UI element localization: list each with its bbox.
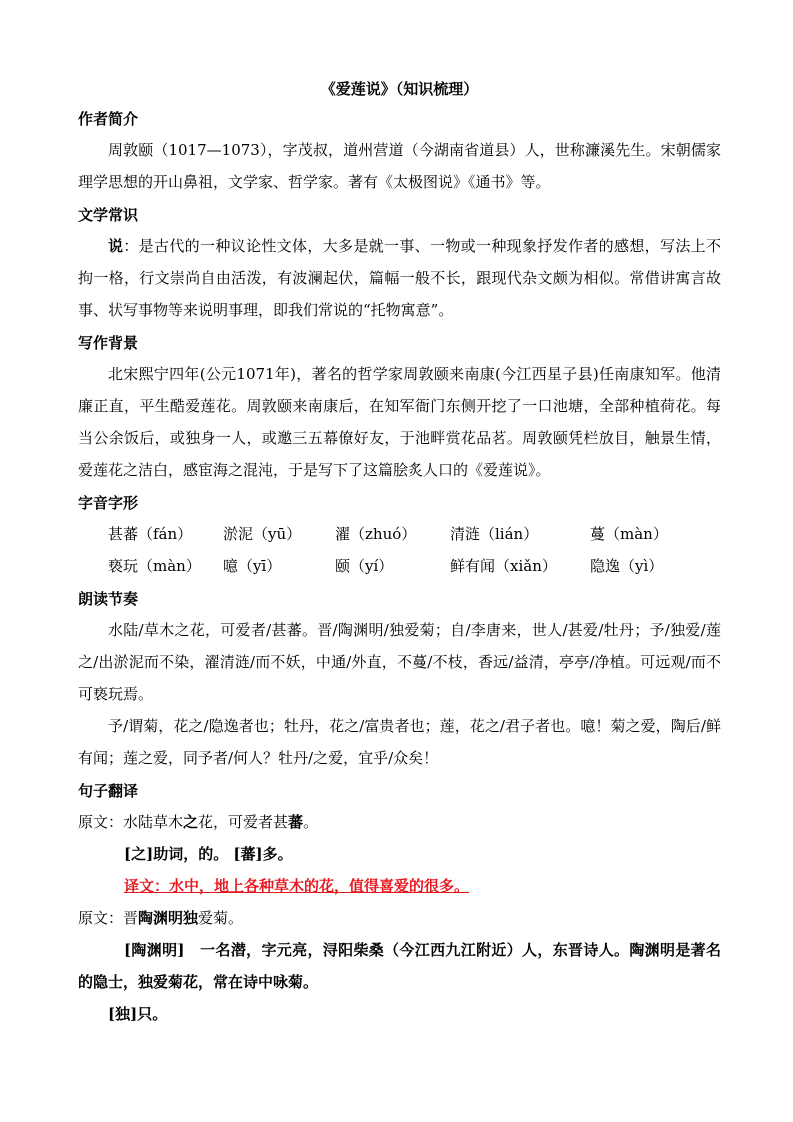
author-paragraph: 周敦颐（1017—1073），字茂叔，道州营道（今湖南省道县）人，世称濂溪先生。宋朝儒家理学思想的开山鼻祖，文学家、哲学家。著有《太极图说》《通书》等。 <box>78 141 721 191</box>
background-paragraph: 北宋熙宁四年(公元1071年)，著名的哲学家周敦颐来南康(今江西星子县)任南康知军。他清廉正直，平生酷爱莲花。周敦颐来南康后，在知军衙门东侧开挖了一口池塘，全部种植荷花。每当公余饭后，或独身一人，或邀三五幕僚好友，于池畔赏花品茗。周敦颐凭栏放目，触景生情，爱莲花之洁白，感宦海之混沌，于是写下了这篇脍炙人口的《爱莲说》。 <box>78 365 721 479</box>
original-text: 原文：晋 <box>78 909 139 927</box>
pronunciation-row-2 <box>78 550 721 582</box>
word-note-tao-yuanming: [陶渊明] 一名潜，字元亮，浔阳柴桑（今江西九江附近）人，东晋诗人。陶渊明是著名的隐士，独爱菊花，常在诗中咏菊。 <box>78 941 721 991</box>
pronunciation-item: 隐逸（yì） <box>590 557 664 575</box>
pronunciation-item: 亵玩（màn） <box>108 557 201 575</box>
original-text: 原文：水陆草木 <box>78 813 184 831</box>
section-heading-translation: 句子翻译 <box>78 782 139 800</box>
literature-term: 说 <box>108 237 124 255</box>
section-heading-background: 写作背景 <box>78 334 139 352</box>
original-sentence-1 <box>78 806 721 838</box>
pronunciation-item: 颐（yí） <box>335 557 394 575</box>
pronunciation-item: 清涟（lián） <box>450 525 539 543</box>
keyword: 蕃 <box>288 813 304 831</box>
pronunciation-item: 鲜有闻（xiǎn） <box>450 557 557 575</box>
translation-1 <box>78 870 721 902</box>
keyword: 之 <box>183 813 199 831</box>
section-heading-rhythm: 朗读节奏 <box>78 590 139 608</box>
pronunciation-item: 濯（zhuó） <box>335 525 417 543</box>
word-note-du: [独]只。 <box>108 1005 168 1023</box>
pronunciation-item: 噫（yī） <box>223 557 282 575</box>
section-heading-literature: 文学常识 <box>78 206 139 224</box>
pronunciation-row-1 <box>78 518 721 550</box>
word-notes-1: [之]助词，的。 [蕃]多。 <box>124 845 293 863</box>
section-heading-author: 作者简介 <box>78 110 139 128</box>
page-title: 《爱莲说》（知识梳理） <box>320 80 479 98</box>
rhythm-paragraph-2: 予/谓菊，花之/隐逸者也；牡丹，花之/富贵者也；莲，花之/君子者也。噫！菊之爱，陶后/鲜有闻；莲之爱，同予者/何人？牡丹/之爱，宜乎/众矣！ <box>78 717 721 767</box>
original-text: 。 <box>303 813 319 831</box>
literature-paragraph <box>78 230 721 326</box>
original-text: 花，可爱者甚 <box>198 813 289 831</box>
pronunciation-item: 蔓（màn） <box>590 525 668 543</box>
pronunciation-item: 淤泥（yū） <box>223 525 302 543</box>
keyword: 陶渊明独 <box>138 909 199 927</box>
rhythm-paragraph-1: 水陆/草木之花，可爱者/甚蕃。晋/陶渊明/独爱菊；自/李唐来，世人/甚爱/牡丹；予/独爱/莲之/出淤泥而不染，濯清涟/而不妖，中通/外直，不蔓/不枝，香远/益清，亭亭/净植。可远观/而不可亵玩焉。 <box>78 621 721 703</box>
pronunciation-item: 甚蕃（fán） <box>108 525 193 543</box>
translation-text: 译文：水中，地上各种草木的花，值得喜爱的很多。 <box>124 877 470 895</box>
section-heading-pronunciation: 字音字形 <box>78 494 139 512</box>
original-text: 爱菊。 <box>198 909 244 927</box>
literature-text: ：是古代的一种议论性文体，大多是就一事、一物或一种现象抒发作者的感想，写法上不拘一格，行文崇尚自由活泼，有波澜起伏，篇幅一般不长，跟现代杂文颇为相似。常借讲寓言故事、状写事物等来说明事理，即我们常说的“托物寓意”。 <box>78 237 721 319</box>
original-sentence-2 <box>78 902 721 934</box>
